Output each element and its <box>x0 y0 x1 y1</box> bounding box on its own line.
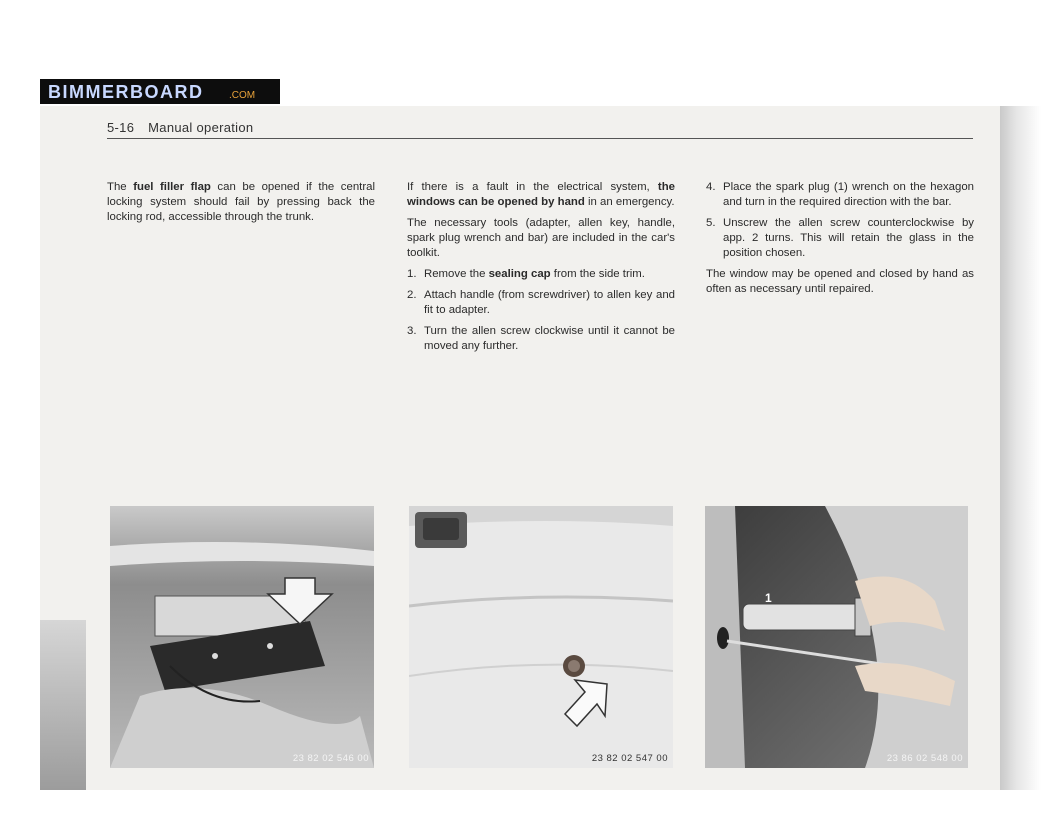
photo-wrench-illustration <box>705 506 968 768</box>
text-run: in an emergency. <box>584 196 675 208</box>
photo-sealing-cap <box>409 506 673 768</box>
text-column-3 <box>706 180 974 303</box>
fuel-flap-paragraph <box>107 180 375 225</box>
svg-text:BIMMERBOARD: BIMMERBOARD <box>48 81 204 102</box>
step-number: 2. <box>407 289 417 301</box>
text-run: The <box>107 181 134 193</box>
text-run: from the side trim. <box>550 268 645 280</box>
text-column-1 <box>107 180 375 231</box>
text-run: If there is a fault in the electrical system, <box>407 181 658 193</box>
bold-term: sealing cap <box>488 268 551 280</box>
tools-paragraph: The necessary tools (adapter, allen key, handle, spark plug wrench and bar) are included in the car's toolkit. <box>407 217 675 259</box>
photo-caption: 23 86 02 548 00 <box>886 753 963 764</box>
steps-list-b <box>706 180 974 261</box>
text-run: Attach handle (from screwdriver) to allen key and fit to adapter. <box>424 289 675 316</box>
page-left-shadow <box>40 620 86 790</box>
page-header <box>107 120 253 135</box>
part-label-1: 1 <box>765 591 772 605</box>
section-title: Manual operation <box>148 120 254 135</box>
steps-list-a <box>407 267 675 354</box>
bimmerboard-logo <box>40 79 280 104</box>
list-item <box>407 324 675 354</box>
page-edge-shadow <box>1000 106 1041 790</box>
list-item <box>706 216 974 261</box>
header-rule <box>107 138 973 139</box>
list-item <box>407 288 675 318</box>
photo-caption: 23 82 02 547 00 <box>591 753 668 764</box>
bold-term: fuel filler flap <box>133 181 211 193</box>
list-item <box>706 180 974 210</box>
photo-fuel-flap-illustration <box>110 506 374 768</box>
photo-fuel-flap-rod <box>110 506 374 768</box>
bimmerboard-logo-wordmark <box>46 82 276 102</box>
svg-text:.COM: .COM <box>229 89 256 101</box>
photo-spark-plug-wrench <box>705 506 968 768</box>
step-number: 4. <box>706 181 716 193</box>
list-item <box>407 267 675 282</box>
page-number: 5-16 <box>107 120 135 135</box>
step-number: 1. <box>407 268 417 280</box>
closing-paragraph: The window may be opened and closed by hand as often as necessary until repaired. <box>706 268 974 295</box>
text-run: Turn the allen screw clockwise until it cannot be moved any further. <box>424 325 675 352</box>
text-run: can be opened if the central locking system should fail by pressing back the locking rod, accessible through the trunk. <box>107 181 375 223</box>
text-run: Remove the <box>424 268 489 280</box>
photo-caption: 23 82 02 546 00 <box>292 753 369 764</box>
text-run: Unscrew the allen screw counterclockwise by app. 2 turns. This will retain the glass in the position chosen. <box>723 217 974 259</box>
intro-paragraph <box>407 180 675 210</box>
text-run: Place the spark plug (1) wrench on the hexagon and turn in the required direction with the bar. <box>723 181 974 208</box>
step-number: 5. <box>706 217 716 229</box>
photo-sealing-cap-illustration <box>409 506 673 768</box>
bold-term: the windows can be opened by hand <box>407 181 675 208</box>
text-column-2 <box>407 180 675 360</box>
step-number: 3. <box>407 325 417 337</box>
